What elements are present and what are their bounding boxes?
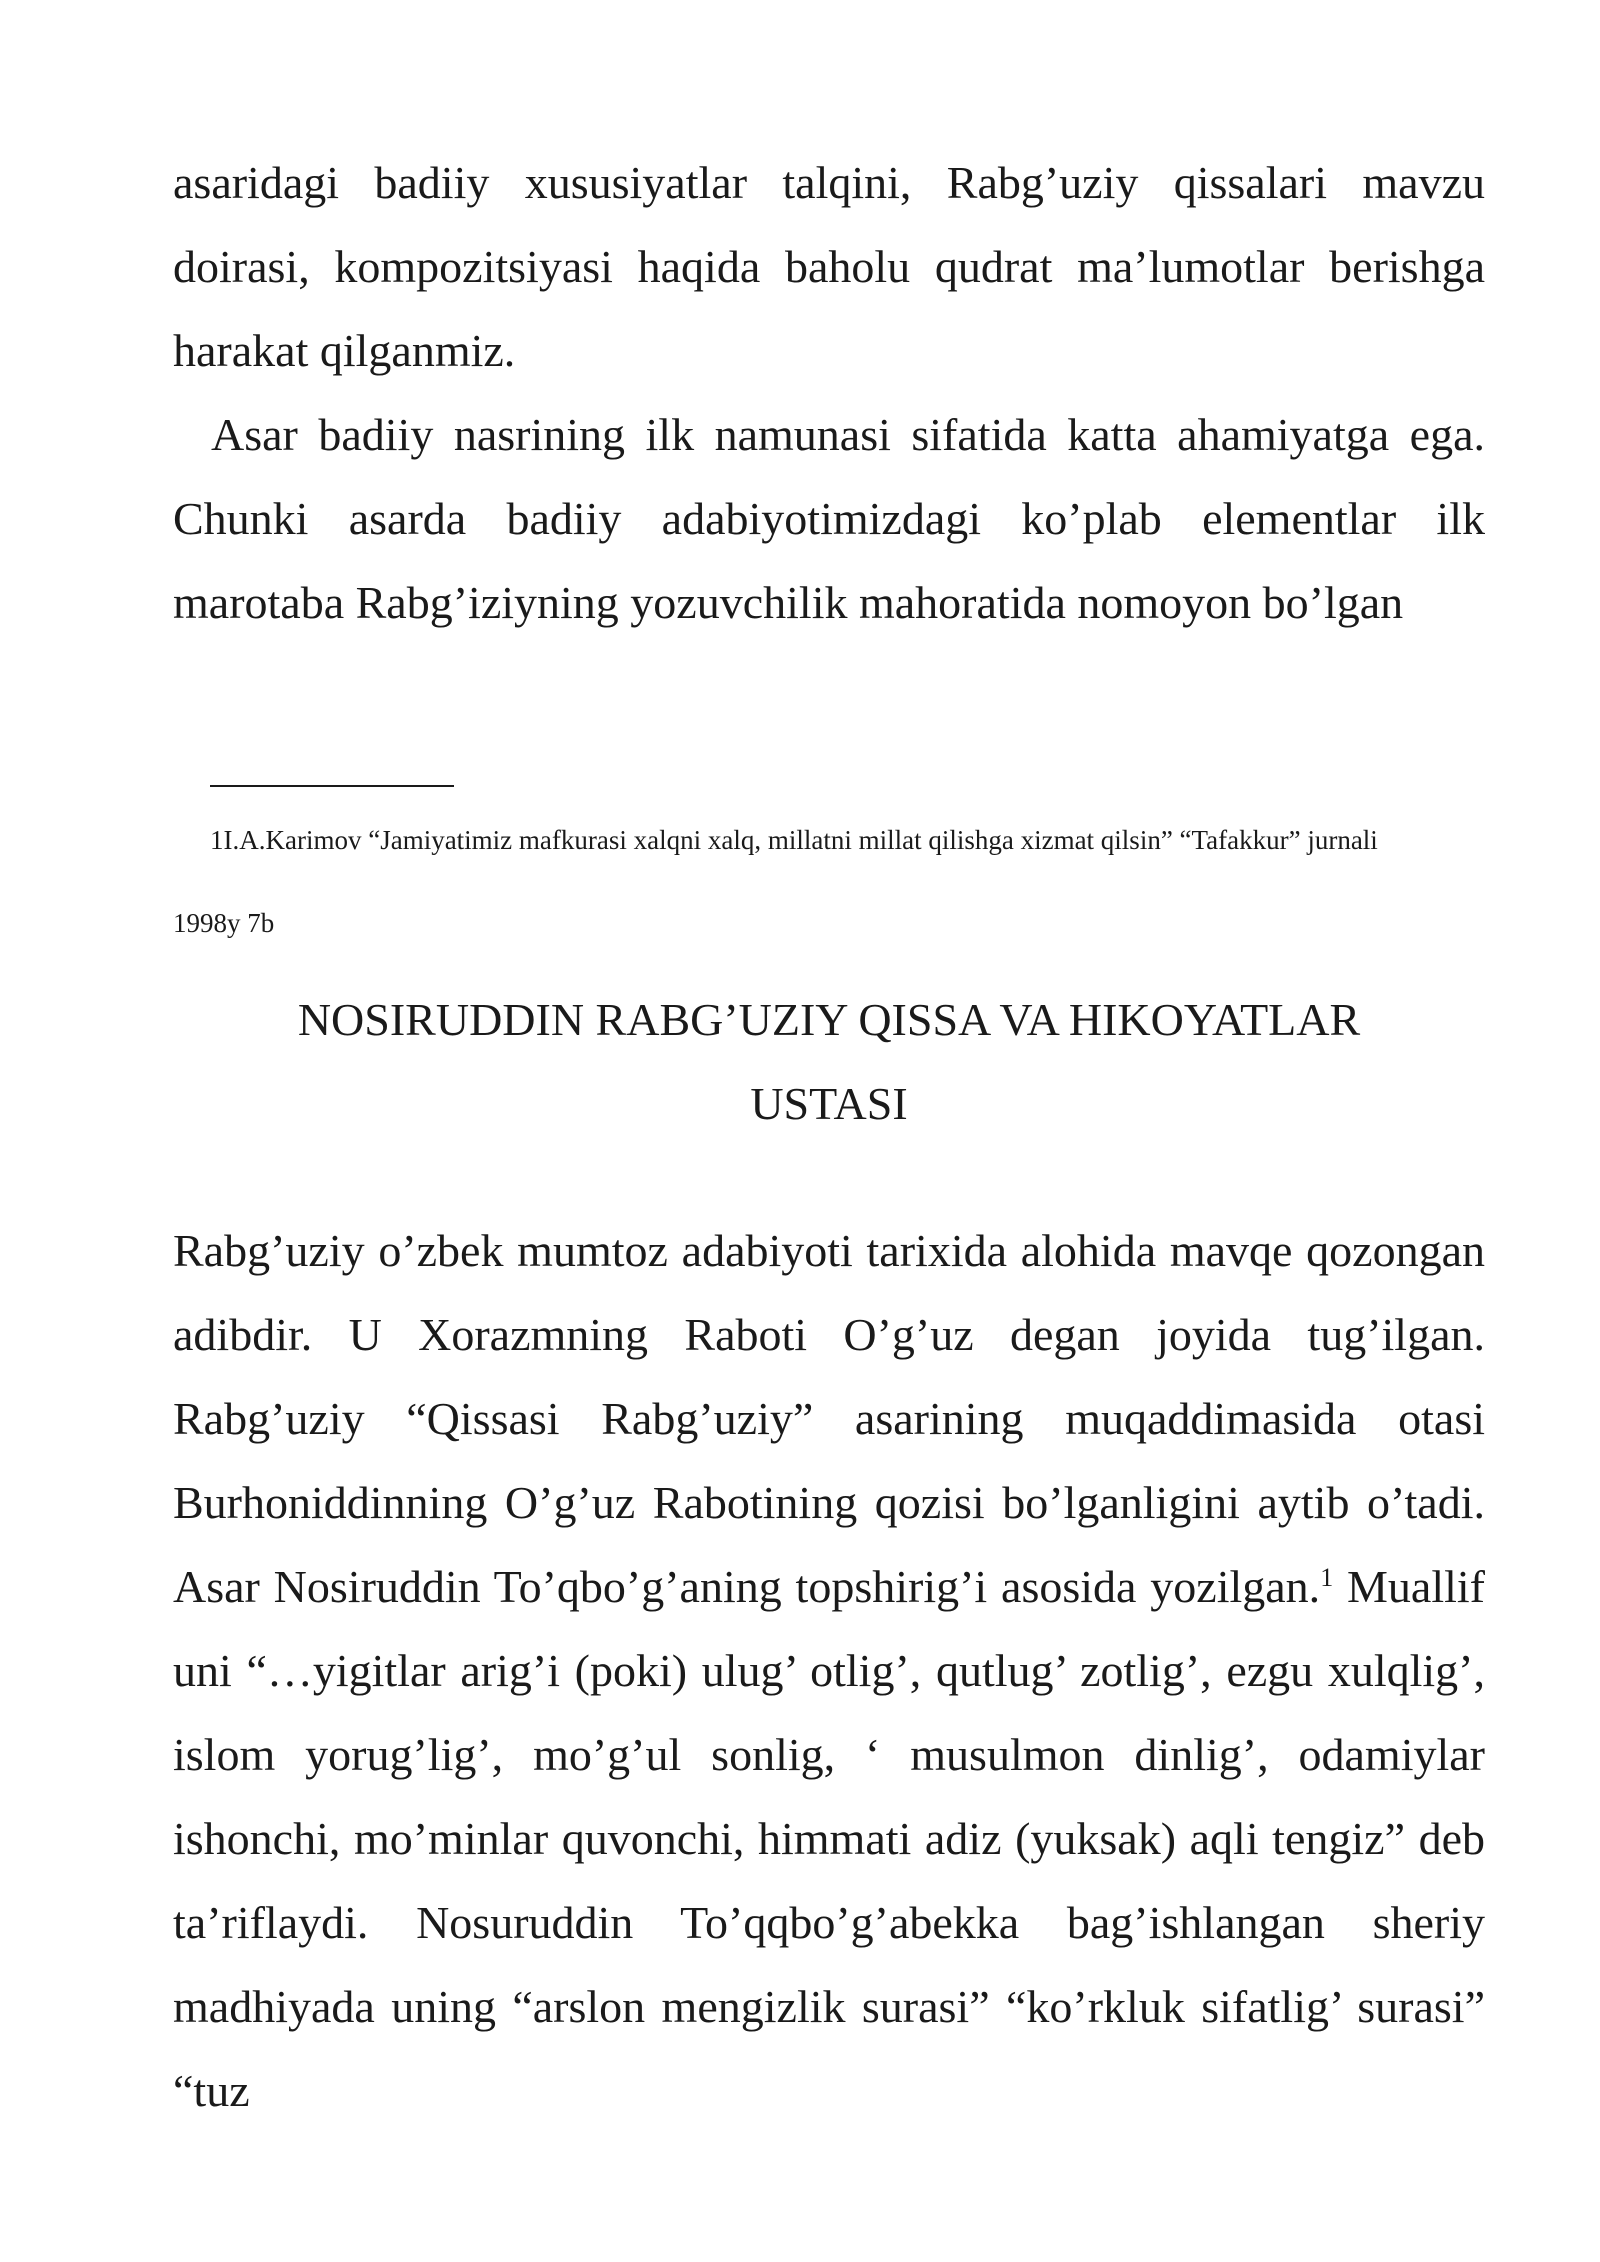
paragraph-3	[173, 1209, 1485, 2133]
paragraph-1: asaridagi badiiy xususiyatlar talqini, Rabg’uziy qissalari mavzu doirasi, kompozitsiyasi haqida baholu qudrat ma’lumotlar berishga harakat qilganmiz.	[173, 157, 1485, 376]
footnote-text: 1I.A.Karimov “Jamiyatimiz mafkurasi xalqni xalq, millatni millat qilishga xizmat qilsin” “Tafakkur” jurnali	[210, 825, 1378, 855]
paragraph-3-text-start: Rabg’uziy o’zbek mumtoz adabiyoti tarixida alohida mavqe qozongan adibdir. U Xorazmning Raboti O’g’uz degan joyida tug’ilgan. Rabg’uziy “Qissasi Rabg’uziy” asarining muqaddimasida otasi Burhoniddinning O’g’uz Rabotining qozisi bo’lganligini aytib o’tadi. Asar Nosiruddin To’qbo’g’aning topshirig’i asosida yozilgan.	[173, 1225, 1485, 1612]
paragraph-3-text-end: Muallif uni “…yigitlar arig’i (poki) ulug’ otlig’, qutlug’ zotlig’, ezgu xulqlig’, islom yorug’lig’, mo’g’ul sonlig, ‘ musulmon dinlig’, odamiylar ishonchi, mo’minlar quvonchi, himmati adiz (yuksak) aqli tengiz” deb ta’riflaydi. Nosuruddin To’qqbo’g’abekka bag’ishlangan sheriy madhiyada uning “arslon mengizlik surasi” “ko’rkluk sifatlig’ surasi” “tuz	[173, 1561, 1485, 2116]
footnote-separator	[210, 785, 454, 787]
section-heading	[173, 978, 1485, 1146]
paragraph-2: Asar badiiy nasrining ilk namunasi sifatida katta ahamiyatga ega. Chunki asarda badiiy adabiyotimizdagi ko’plab elementlar ilk marotaba Rabg’iziyning yozuvchilik mahoratida nomoyon bo’lgan	[173, 409, 1485, 628]
footnote-text-continued: 1998y 7b	[173, 908, 275, 938]
section-heading-line-2: USTASI	[750, 1078, 908, 1129]
section-heading-line-1: NOSIRUDDIN RABG’UZIY QISSA VA HIKOYATLAR	[297, 994, 1361, 1045]
footnote-reference[interactable]: 1	[1320, 1563, 1334, 1592]
